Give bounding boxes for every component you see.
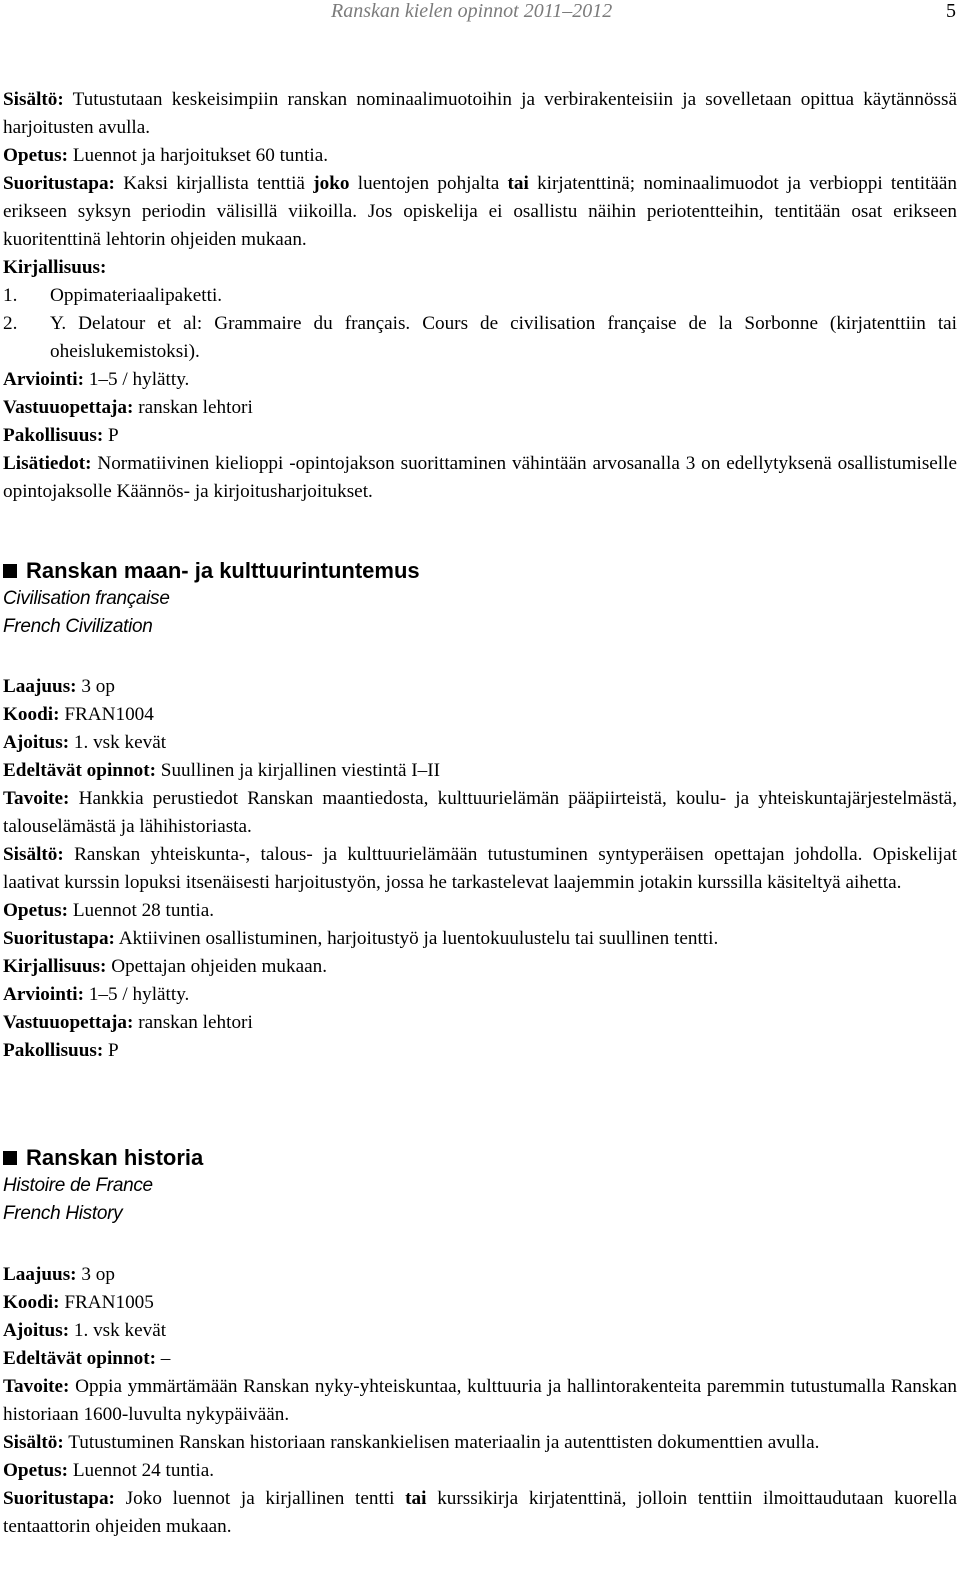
field-label: Sisältö: <box>3 1432 64 1453</box>
lisatiedot-paragraph <box>3 450 957 506</box>
field-label: Sisältö: <box>3 844 64 865</box>
suoritustapa-paragraph <box>3 170 957 254</box>
field-value: FRAN1004 <box>59 704 154 725</box>
koodi-paragraph <box>3 1289 957 1317</box>
course-civilisation-details <box>3 673 957 1065</box>
emphasis-word: tai <box>405 1488 427 1509</box>
course-title-english: French History <box>3 1203 123 1224</box>
field-label: Laajuus: <box>3 676 77 697</box>
sisalto-paragraph <box>3 841 957 897</box>
field-value: Kaksi kirjallista tenttiä <box>114 173 314 194</box>
page-number: 5 <box>946 0 956 22</box>
field-value: Tutustutaan keskeisimpiin ranskan nominaalimuotoihin ja verbirakenteisiin ja sovelletaan opittua käytännössä harjoitusten avulla. <box>3 89 957 138</box>
opetus-paragraph <box>3 142 957 170</box>
edeltavat-paragraph <box>3 1345 957 1373</box>
literature-number: 2. <box>3 313 18 334</box>
field-label: Opetus: <box>3 900 69 921</box>
laajuus-paragraph <box>3 673 957 701</box>
kirjallisuus-label <box>3 254 957 282</box>
arviointi-paragraph <box>3 981 957 1009</box>
course-civilisation <box>3 557 957 641</box>
course-heading <box>3 1144 957 1172</box>
kirjallisuus-paragraph <box>3 953 957 981</box>
field-value: 1. vsk kevät <box>69 1320 167 1341</box>
suoritustapa-paragraph <box>3 1485 957 1541</box>
opetus-paragraph <box>3 897 957 925</box>
vastuuopettaja-paragraph <box>3 1009 957 1037</box>
field-value: ranskan lehtori <box>133 1012 253 1033</box>
square-bullet-icon <box>3 1151 17 1165</box>
field-label: Pakollisuus: <box>3 425 104 446</box>
sisalto-paragraph <box>3 86 957 142</box>
course-heading <box>3 557 957 585</box>
field-value: Opettajan ohjeiden mukaan. <box>106 956 328 977</box>
field-label: Edeltävät opinnot: <box>3 760 156 781</box>
field-value: Luennot ja harjoitukset 60 tuntia. <box>68 145 329 166</box>
suoritustapa-paragraph <box>3 925 957 953</box>
literature-text: Y. Delatour et al: Grammaire du français. Cours de civilisation française de la Sorbonne (kirjatenttiin tai oheislukemistoksi). <box>50 313 957 362</box>
field-label: Laajuus: <box>3 1264 77 1285</box>
emphasis-word: joko <box>313 173 350 194</box>
field-value: kirjatenttinä; nominaalimuodot ja verbioppi tentitään erikseen syksyn periodin välisillä viikoilla. Jos opiskelija ei osallistu näihin periotentteihin, tentitään osat erikseen kuoritenttinä lehtorin ohjeiden mukaan. <box>3 173 957 250</box>
course-title: Ranskan historia <box>26 1145 204 1170</box>
field-label: Arviointi: <box>3 369 85 390</box>
field-value: Luennot 28 tuntia. <box>68 900 215 921</box>
field-value: 1–5 / hylätty. <box>84 984 190 1005</box>
field-value: – <box>156 1348 171 1369</box>
field-label: Arviointi: <box>3 984 85 1005</box>
page-header <box>0 0 960 30</box>
koodi-paragraph <box>3 701 957 729</box>
opetus-paragraph <box>3 1457 957 1485</box>
ajoitus-paragraph <box>3 1317 957 1345</box>
field-label: Ajoitus: <box>3 732 70 753</box>
field-label: Edeltävät opinnot: <box>3 1348 156 1369</box>
field-label: Kirjallisuus: <box>3 257 107 278</box>
field-label: Ajoitus: <box>3 1320 70 1341</box>
field-label: Sisältö: <box>3 89 64 110</box>
field-value: 1. vsk kevät <box>69 732 167 753</box>
field-value: ranskan lehtori <box>133 397 253 418</box>
field-value: luentojen pohjalta <box>349 173 508 194</box>
course-title-french: Histoire de France <box>3 1175 153 1196</box>
field-label: Tavoite: <box>3 788 70 809</box>
field-value: 3 op <box>76 1264 115 1285</box>
field-label: Koodi: <box>3 1292 60 1313</box>
pakollisuus-paragraph <box>3 1037 957 1065</box>
field-label: Suoritustapa: <box>3 173 115 194</box>
field-value: 1–5 / hylätty. <box>84 369 190 390</box>
field-label: Vastuuopettaja: <box>3 397 134 418</box>
field-value: Aktiivinen osallistuminen, harjoitustyö ja luentokuulustelu tai suullinen tentti. <box>114 928 719 949</box>
field-label: Koodi: <box>3 704 60 725</box>
emphasis-word: tai <box>507 173 529 194</box>
field-value: P <box>103 425 119 446</box>
field-label: Pakollisuus: <box>3 1040 104 1061</box>
literature-item <box>3 310 957 366</box>
field-value: kurssikirja kirjatenttinä, jolloin tenttiin ilmoittaudutaan kuorella tentaattorin ohjeiden mukaan. <box>3 1488 957 1537</box>
field-label: Opetus: <box>3 1460 69 1481</box>
field-value: Oppia ymmärtämään Ranskan nyky-yhteiskuntaa, kulttuuria ja hallintorakenteita paremmin tutustumalla Ranskan historiaan 1600-luvulta nykypäivään. <box>3 1376 957 1425</box>
sisalto-paragraph <box>3 1429 957 1457</box>
vastuuopettaja-paragraph <box>3 394 957 422</box>
field-value: 3 op <box>76 676 115 697</box>
field-value: Suullinen ja kirjallinen viestintä I–II <box>156 760 441 781</box>
field-label: Kirjallisuus: <box>3 956 107 977</box>
literature-item <box>3 282 957 310</box>
field-value: Ranskan yhteiskunta-, talous- ja kulttuurielämään tutustuminen syntyperäisen opettajan johdolla. Opiskelijat laativat kurssin lopuksi itsenäisesti harjoitustyön, jossa he tarkastelevat laajemmin jotakin kurssilla käsiteltyä aihetta. <box>3 844 957 893</box>
field-value: Joko luennot ja kirjallinen tentti <box>114 1488 406 1509</box>
field-value: Tutustuminen Ranskan historiaan ranskankielisen materiaalin ja autenttisten dokumenttien avulla. <box>63 1432 820 1453</box>
course-title-french: Civilisation française <box>3 588 170 609</box>
literature-text: Oppimateriaalipaketti. <box>50 285 223 306</box>
edeltavat-paragraph <box>3 757 957 785</box>
course-title: Ranskan maan- ja kulttuurintuntemus <box>26 558 420 583</box>
field-value: Normatiivinen kielioppi -opintojakson suorittaminen vähintään arvosanalla 3 on edellytyksenä osallistumiselle opintojaksolle Käännös- ja kirjoitusharjoitukset. <box>3 453 957 502</box>
laajuus-paragraph <box>3 1261 957 1289</box>
field-label: Suoritustapa: <box>3 1488 115 1509</box>
field-value: FRAN1005 <box>59 1292 154 1313</box>
arviointi-paragraph <box>3 366 957 394</box>
field-label: Lisätiedot: <box>3 453 92 474</box>
field-label: Tavoite: <box>3 1376 70 1397</box>
running-title: Ranskan kielen opinnot 2011–2012 <box>331 0 613 22</box>
tavoite-paragraph <box>3 785 957 841</box>
previous-course-details <box>3 86 957 506</box>
field-value: Luennot 24 tuntia. <box>68 1460 215 1481</box>
field-label: Opetus: <box>3 145 69 166</box>
field-value: P <box>103 1040 119 1061</box>
course-history <box>3 1144 957 1228</box>
pakollisuus-paragraph <box>3 422 957 450</box>
field-label: Vastuuopettaja: <box>3 1012 134 1033</box>
literature-number: 1. <box>3 285 18 306</box>
tavoite-paragraph <box>3 1373 957 1429</box>
field-label: Suoritustapa: <box>3 928 115 949</box>
course-history-details <box>3 1261 957 1541</box>
field-value: Hankkia perustiedot Ranskan maantiedosta, kulttuurielämän pääpiirteistä, koulu- ja yhteiskuntajärjestelmästä, talouselämästä ja lähihistoriasta. <box>3 788 957 837</box>
course-title-english: French Civilization <box>3 616 153 637</box>
ajoitus-paragraph <box>3 729 957 757</box>
square-bullet-icon <box>3 564 17 578</box>
